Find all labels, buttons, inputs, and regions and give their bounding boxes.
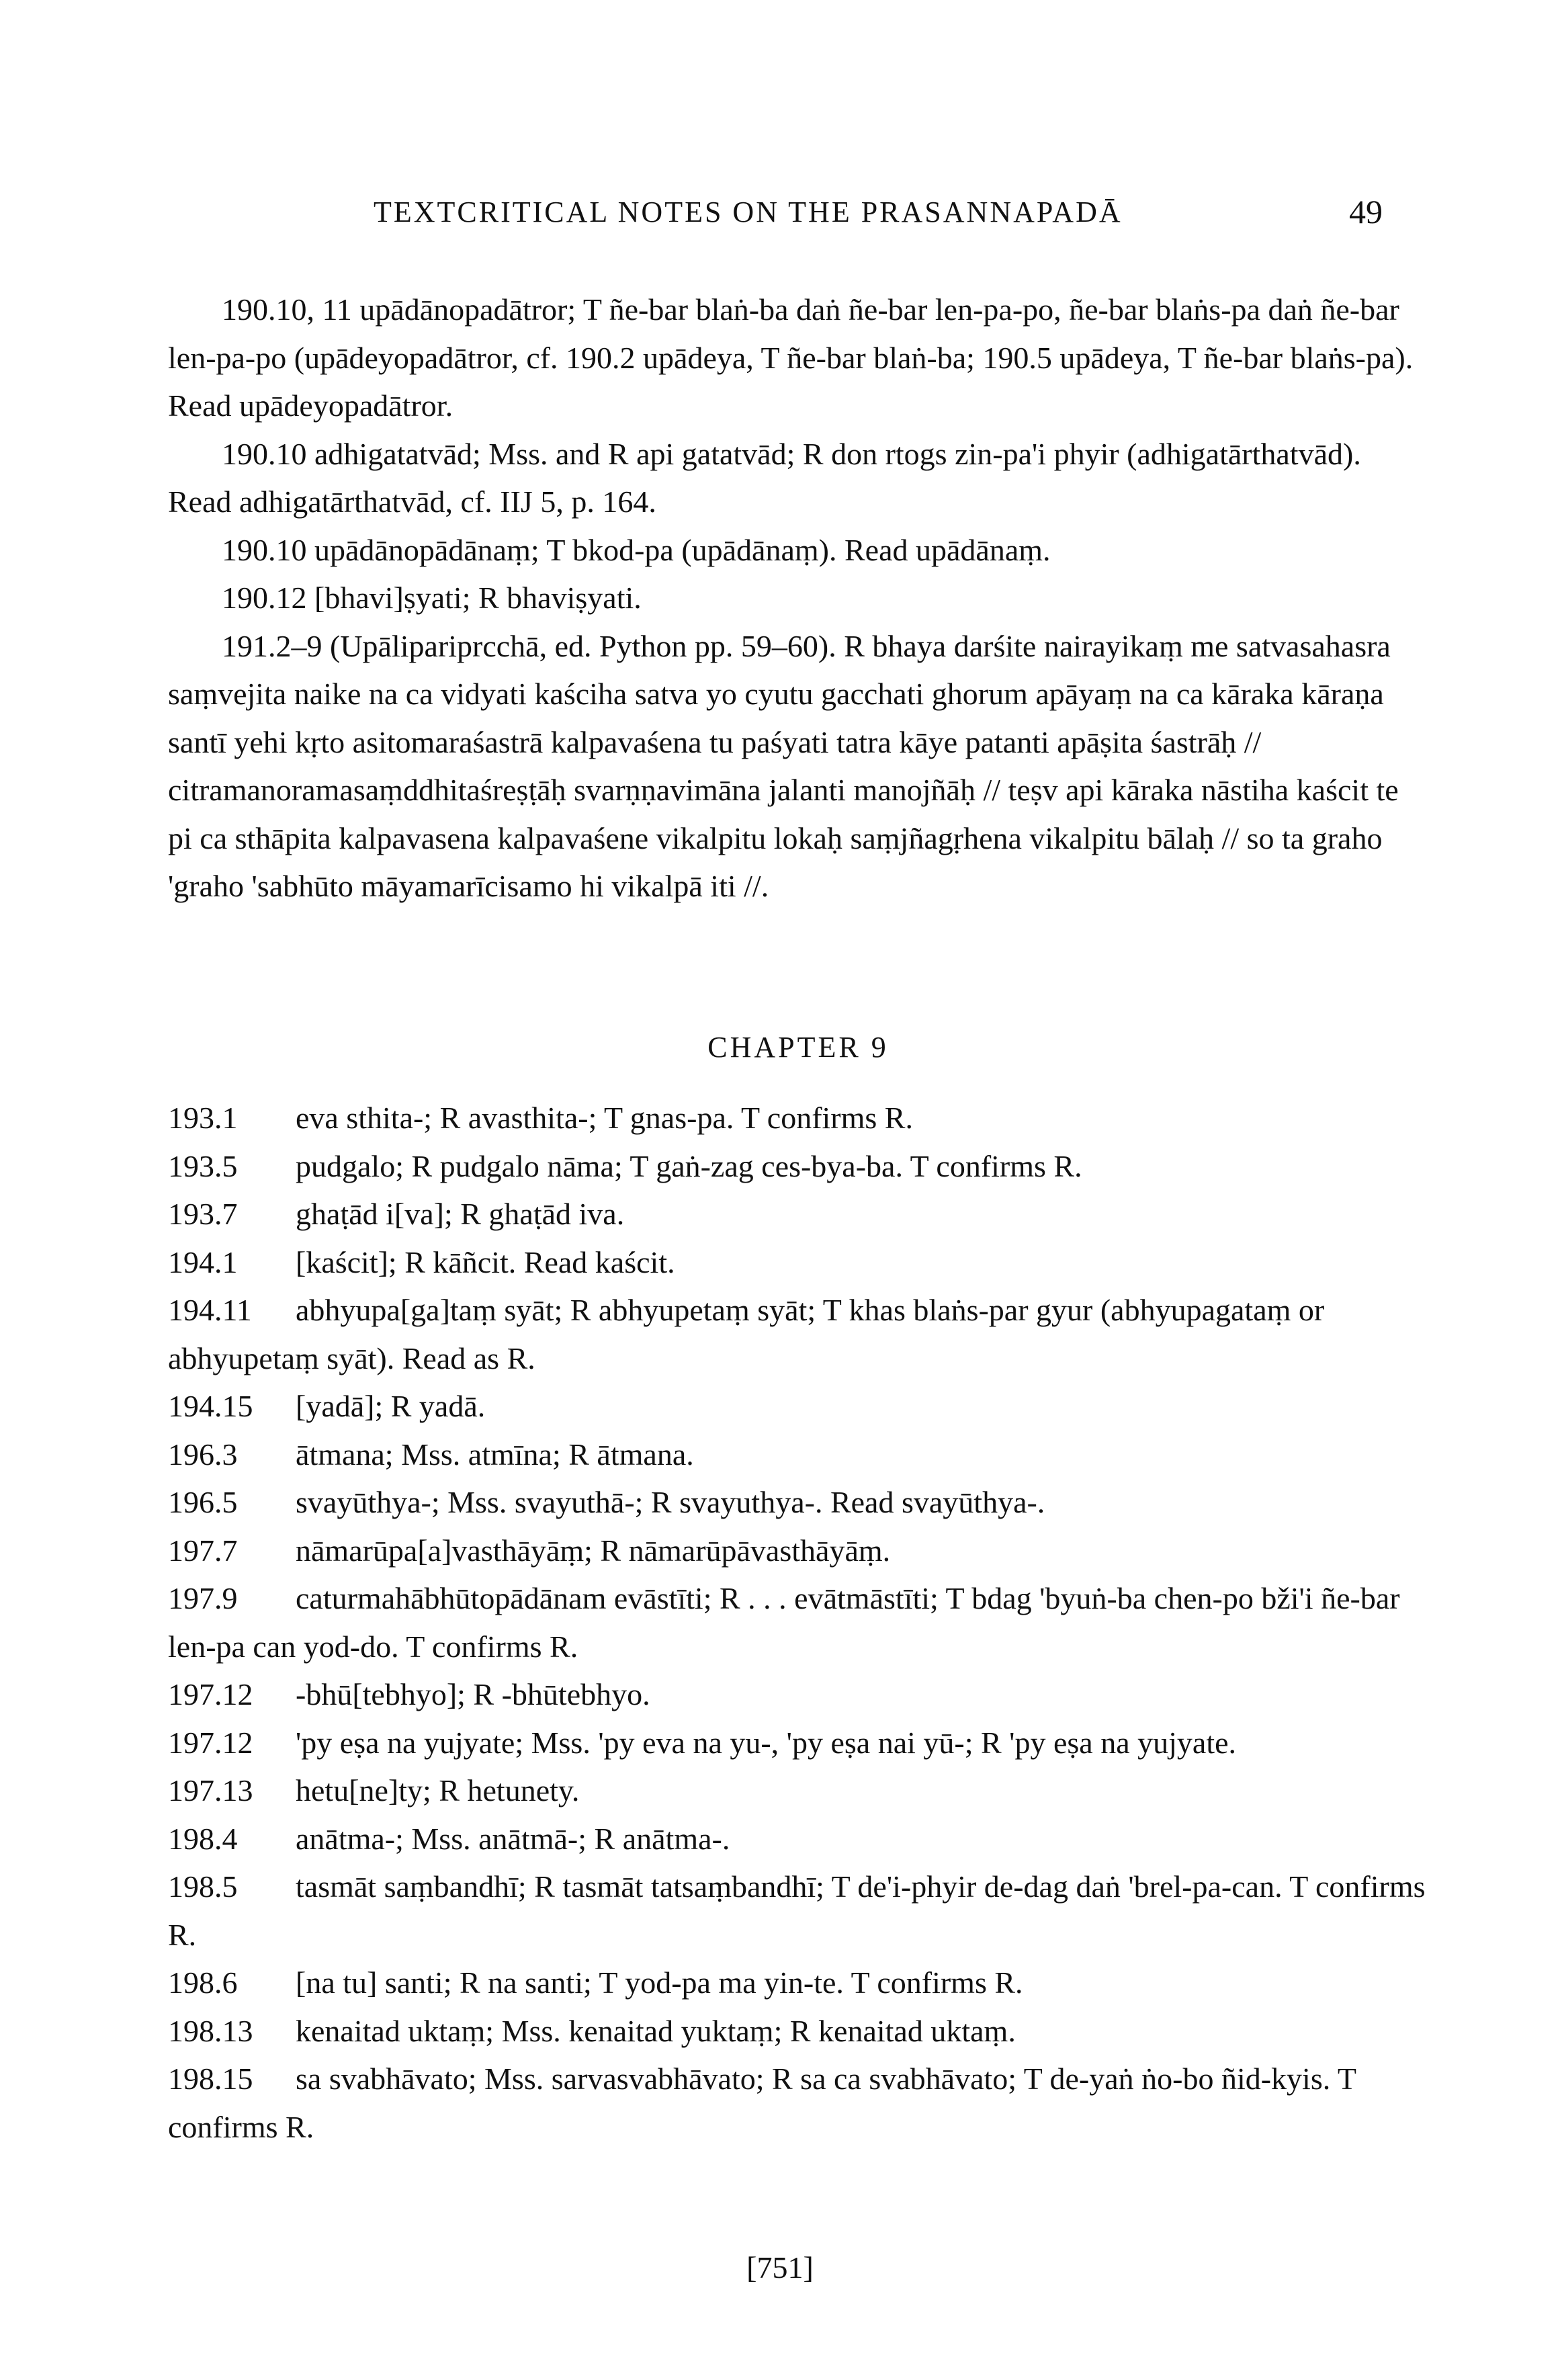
note-reference: 197.13 — [168, 1773, 253, 1808]
note-entry — [168, 1574, 1428, 1670]
note-text: [kaścit]; R kāñcit. Read kaścit. — [296, 1244, 675, 1279]
note-reference: 197.12 — [168, 1677, 253, 1711]
note-entry — [168, 1431, 1428, 1479]
section-gap — [168, 910, 1428, 1023]
chapter-9-notes — [168, 1094, 1428, 2151]
note-text: 'py eṣa na yujyate; Mss. 'py eva na yu-, 'py eṣa nai yū-; R 'py eṣa na yujyate. — [296, 1725, 1237, 1760]
folio-number: [751] — [746, 2250, 814, 2285]
note-reference: 193.5 — [168, 1148, 238, 1183]
note-text: ghaṭād i[va]; R ghaṭād iva. — [296, 1197, 625, 1231]
note-reference: 193.1 — [168, 1101, 238, 1135]
notes-body — [168, 286, 1428, 2151]
note-entry — [168, 1478, 1428, 1527]
chapter-heading: CHAPTER 9 — [707, 1030, 889, 1064]
note-entry — [168, 1190, 1428, 1238]
note-text: abhyupa[ga]taṃ syāt; R abhyupetaṃ syāt; T khas blaṅs-par gyur (abhyupagataṃ or abhyupetaṃ syāt). Read as R. — [168, 1293, 1325, 1375]
note-reference: 194.15 — [168, 1389, 253, 1423]
note-text: [yadā]; R yadā. — [296, 1389, 486, 1423]
note-entry — [168, 1142, 1428, 1191]
note-text: nāmarūpa[a]vasthāyāṃ; R nāmarūpāvasthāyāṃ. — [296, 1533, 891, 1568]
note-text: [na tu] santi; R na santi; T yod-pa ma yin-te. T confirms R. — [296, 1965, 1023, 2000]
note-text: caturmahābhūtopādānam evāstīti; R . . . evātmāstīti; T bdag 'byuṅ-ba chen-po bži'i ñe-bar len-pa can yod-do. T confirms R. — [168, 1581, 1400, 1664]
note-reference: 193.7 — [168, 1197, 238, 1231]
note-entry — [168, 2007, 1428, 2055]
note-text: anātma-; Mss. anātmā-; R anātma-. — [296, 1821, 730, 1856]
note-reference: 196.5 — [168, 1485, 238, 1519]
note-entry: 191.2–9 (Upālipariprcchā, ed. Python pp. 59–60). R bhaya darśite nairayikaṃ me satvasahasra saṃvejita naike na ca vidyati kaściha satva yo cyutu gacchati ghorum apāyaṃ na ca kāraka kāraṇa santī yehi kṛto asitomaraśastrā kalpavaśena tu paśyati tatra kāye patanti apāṣita śastrāḥ // citramanoramasaṃddhitaśreṣṭāḥ svarṇṇavimāna jalanti manojñāḥ // teṣv api kāraka nāstiha kaścit te pi ca sthāpita kalpavasena kalpavaśene vikalpitu lokaḥ saṃjñagṛhena vikalpitu bālaḥ // so ta graho 'graho 'sabhūto māyamarīcisamo hi vikalpā iti //. — [168, 628, 1399, 903]
note-text: sa svabhāvato; Mss. sarvasvabhāvato; R sa ca svabhāvato; T de-yaṅ ṅo-bo ñid-kyis. T confirms R. — [168, 2062, 1356, 2144]
note-reference: 198.4 — [168, 1821, 238, 1856]
note-entry: 190.12 [bhavi]ṣyati; R bhaviṣyati. — [222, 581, 642, 615]
note-text: tasmāt saṃbandhī; R tasmāt tatsaṃbandhī; T de'i-phyir de-dag daṅ 'brel-pa-can. T confirms R. — [168, 1869, 1426, 1952]
note-entry: 190.10, 11 upādānopadātror; T ñe-bar blaṅ-ba daṅ ñe-bar len-pa-po, ñe-bar blaṅs-pa daṅ ñe-bar len-pa-po (upādeyopadātror, cf. 190.2 upādeya, T ñe-bar blaṅ-ba; 190.5 upādeya, T ñe-bar blaṅs-pa). Read upādeyopadātror. — [168, 292, 1414, 423]
note-reference: 198.15 — [168, 2062, 253, 2096]
note-entry — [168, 1527, 1428, 1575]
note-text: ātmana; Mss. atmīna; R ātmana. — [296, 1437, 694, 1472]
note-entry — [168, 1719, 1428, 1767]
note-reference: 197.7 — [168, 1533, 238, 1568]
note-text: -bhū[tebhyo]; R -bhūtebhyo. — [296, 1677, 650, 1711]
note-entry — [168, 1815, 1428, 1863]
note-reference: 194.1 — [168, 1244, 238, 1279]
note-entry — [168, 1238, 1428, 1287]
note-text: pudgalo; R pudgalo nāma; T gaṅ-zag ces-bya-ba. T confirms R. — [296, 1148, 1082, 1183]
note-reference: 194.11 — [168, 1293, 252, 1327]
note-reference: 197.9 — [168, 1581, 238, 1615]
note-reference: 198.5 — [168, 1869, 238, 1904]
note-entry: 190.10 upādānopādānaṃ; T bkod-pa (upādānaṃ). Read upādānaṃ. — [222, 532, 1051, 567]
note-text: eva sthita-; R avasthita-; T gnas-pa. T confirms R. — [296, 1101, 913, 1135]
note-entry — [168, 2055, 1428, 2151]
note-reference: 196.3 — [168, 1437, 238, 1472]
note-entry — [168, 1767, 1428, 1815]
note-text: kenaitad uktaṃ; Mss. kenaitad yuktaṃ; R kenaitad uktaṃ. — [296, 2013, 1016, 2048]
note-entry: 190.10 adhigatatvād; Mss. and R api gatatvād; R don rtogs zin-pa'i phyir (adhigatārthatvād). Read adhigatārthatvād, cf. IIJ 5, p. 164. — [168, 436, 1361, 519]
chapter-8-notes — [168, 286, 1428, 910]
note-text: svayūthya-; Mss. svayuthā-; R svayuthya-. Read svayūthya-. — [296, 1485, 1045, 1519]
note-text: hetu[ne]ty; R hetunety. — [296, 1773, 580, 1808]
note-reference: 198.13 — [168, 2013, 253, 2048]
running-head: TEXTCRITICAL NOTES ON THE PRASANNAPADĀ — [374, 196, 1123, 228]
note-reference: 198.6 — [168, 1965, 238, 2000]
note-entry — [168, 1382, 1428, 1431]
note-entry — [168, 1670, 1428, 1719]
page-number: 49 — [1349, 193, 1383, 230]
note-entry — [168, 1094, 1428, 1142]
note-reference: 197.12 — [168, 1725, 253, 1760]
page-header — [0, 195, 1560, 249]
note-entry — [168, 1863, 1428, 1959]
note-entry — [168, 1286, 1428, 1382]
note-entry — [168, 1959, 1428, 2007]
